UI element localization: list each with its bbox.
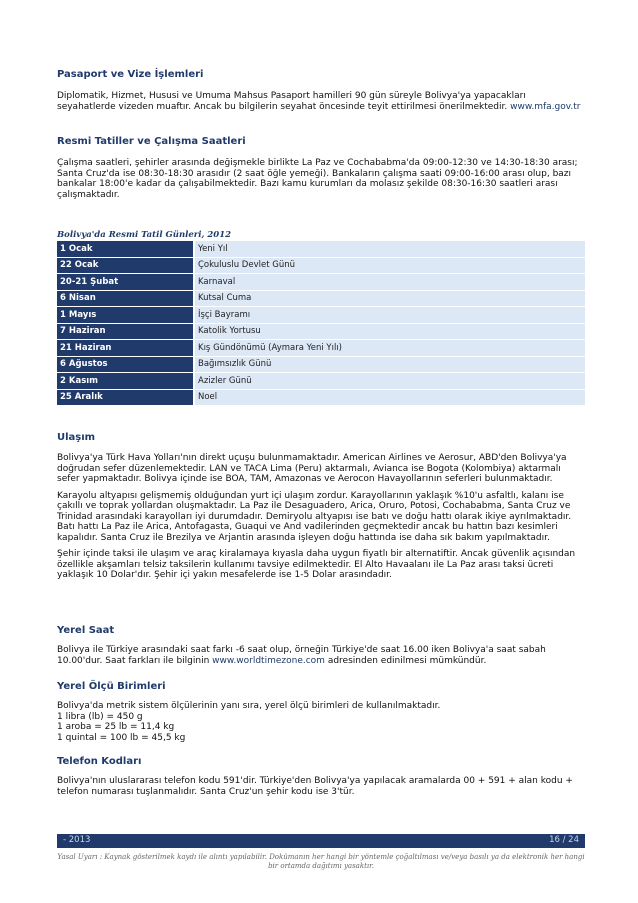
section-paragraph xyxy=(57,645,585,666)
section-heading: Yerel Saat xyxy=(57,625,115,636)
section-holidays-hours xyxy=(57,136,585,200)
table-row xyxy=(57,340,585,357)
table-row xyxy=(57,323,585,340)
section-paragraph: Karayolu altyapısı gelişmemiş olduğundan yurt içi ulaşım zordur. Karayollarının yaklaşık %10'u asfaltlı, kalanı ise çakıllı ve toprak yollardan oluşmaktadır. La Paz ile Desaguadero, Arica, Oruro, Potosi, Cochababma, Santa Cruz ve Trinidad arasındaki karayolları iyi durumdadır. Demiryolu altyapısı ise batı ve doğu hattı olarak ikiye ayrılmaktadır. Batı hattı La Paz ile Arica, Antofagasta, Guaqui ve And vadilerinden geçmektedir ancak bu hattın bazı kesimleri kapalıdır. Santa Cruz ile Brezilya ve Arjantin arasında işleyen doğu hattında ise daha sık bakım yapılmaktadır. xyxy=(57,490,572,543)
footer-bar xyxy=(57,834,585,848)
holiday-date: 20-21 Şubat xyxy=(57,274,194,291)
footer-year: - 2013 xyxy=(63,835,91,845)
mfa-link[interactable]: www.mfa.gov.tr xyxy=(510,101,581,112)
table-row xyxy=(57,274,585,291)
holiday-name: Azizler Günü xyxy=(194,373,585,390)
table-row xyxy=(57,373,585,390)
table-row xyxy=(57,356,585,373)
section-paragraph: Bolivya'nın uluslararası telefon kodu 591'dir. Türkiye'den Bolivya'ya yapılacak aramalarda 00 + 591 + alan kodu + telefon numarası tuşlanmalıdır. Santa Cruz'un şehir kodu ise 3'tür. xyxy=(57,776,573,797)
worldtimezone-link[interactable]: www.worldtimezone.com xyxy=(212,655,325,666)
section-heading: Telefon Kodları xyxy=(57,756,142,767)
section-paragraph xyxy=(57,91,585,112)
holiday-date: 22 Ocak xyxy=(57,257,194,274)
table-row xyxy=(57,241,585,257)
holiday-table xyxy=(57,241,585,406)
section-heading: Yerel Ölçü Birimleri xyxy=(57,681,166,692)
passport-text: Diplomatik, Hizmet, Hususi ve Umuma Mahsus Pasaport hamilleri 90 gün süreyle Bolivya'ya yapacakları seyahatlerde vizeden muaftır. Ancak bu bilgilerin seyahat öncesinde teyit ettirilmesi önerilmektedir. xyxy=(57,91,526,112)
holiday-name: Katolik Yortusu xyxy=(194,323,585,340)
local-time-text-end: adresinden edinilmesi mümkündür. xyxy=(324,655,487,666)
units-line: 1 quintal = 100 lb = 45,5 kg xyxy=(57,732,186,743)
table-row xyxy=(57,257,585,274)
table-caption: Bolivya'da Resmi Tatil Günleri, 2012 xyxy=(57,230,232,240)
section-heading: Ulaşım xyxy=(57,432,96,443)
section-passport xyxy=(57,69,585,112)
holiday-name: Yeni Yıl xyxy=(194,241,585,257)
holiday-date: 21 Haziran xyxy=(57,340,194,357)
holiday-date: 6 Ağustos xyxy=(57,356,194,373)
holiday-date: 1 Ocak xyxy=(57,241,194,257)
holiday-name: Kutsal Cuma xyxy=(194,290,585,307)
section-local-time xyxy=(57,625,585,666)
section-heading: Pasaport ve Vize İşlemleri xyxy=(57,69,204,80)
section-units xyxy=(57,681,585,743)
holiday-name: Karnaval xyxy=(194,274,585,291)
table-row xyxy=(57,290,585,307)
units-line: 1 libra (lb) = 450 g xyxy=(57,711,143,722)
holiday-date: 2 Kasım xyxy=(57,373,194,390)
section-phone xyxy=(57,756,585,797)
holiday-name: Kış Gündönümü (Aymara Yeni Yılı) xyxy=(194,340,585,357)
units-line: Bolivya'da metrik sistem ölçülerinin yanı sıra, yerel ölçü birimleri de kullanılmaktadır. xyxy=(57,701,441,711)
units-line: 1 aroba = 25 lb = 11,4 kg xyxy=(57,722,175,732)
section-paragraph: Şehir içinde taksi ile ulaşım ve araç kiralamaya kıyasla daha uygun fiyatlı bir alternatiftir. Ancak güvenlik açısından özellikle akşamları telsiz taksilerin kullanımı tavsiye edilmektedir. El Alto Havaalanı ile La Paz arası taksi ücreti yaklaşık 10 Dolar'dır. Şehir içi yakın mesafelerde ise 1-5 Dolar arasındadır. xyxy=(57,549,576,580)
holiday-name: İşçi Bayramı xyxy=(194,307,585,324)
holiday-table-block xyxy=(57,230,585,406)
holiday-name: Bağımsızlık Günü xyxy=(194,356,585,373)
page-number: 16 / 24 xyxy=(549,835,579,845)
table-row xyxy=(57,307,585,324)
holiday-date: 25 Aralık xyxy=(57,389,194,406)
section-paragraph: Çalışma saatleri, şehirler arasında değişmekle birlikte La Paz ve Cochababma'da 09:00-12:30 ve 14:30-18:30 arası; Santa Cruz'da ise 08:30-18:30 arasıdır (2 saat öğle yemeği). Bankaların çalışma saati 09:00-16:00 arası olup, bazı bankalar 18:00'e kadar da çalışabilmektedir. Bazı kamu kurumları da molasız şekilde 08:30-16:30 saatleri arası çalışmaktadır. xyxy=(57,158,578,200)
holiday-name: Çokuluslu Devlet Günü xyxy=(194,257,585,274)
legal-disclaimer: Yasal Uyarı : Kaynak gösterilmek kaydı ile alıntı yapılabilir. Dokümanın her hangi bir yöntemle çoğaltılması ve/veya basılı ya da elektronik her hangi bir ortamda dağıtımı yasaktır. xyxy=(57,853,585,870)
holiday-date: 6 Nisan xyxy=(57,290,194,307)
holiday-date: 1 Mayıs xyxy=(57,307,194,324)
table-row xyxy=(57,389,585,406)
holiday-date: 7 Haziran xyxy=(57,323,194,340)
holiday-name: Noel xyxy=(194,389,585,406)
section-heading: Resmi Tatiller ve Çalışma Saatleri xyxy=(57,136,246,147)
local-time-text: Bolivya ile Türkiye arasındaki saat farkı -6 saat olup, örneğin Türkiye'de saat 16.00 iken Bolivya'a saat sabah 10.00'dur. Saat farkları ile bilginin xyxy=(57,645,546,666)
section-transport xyxy=(57,432,585,581)
section-paragraph: Bolivya'ya Türk Hava Yolları'nın direkt uçuşu bulunmamaktadır. American Airlines ve Aerosur, ABD'den Bolivya'ya doğrudan sefer düzenlemektedir. LAN ve TACA Lima (Peru) aktarmalı, Avianca ise Bogota (Kolombiya) aktarmalı sefer yapmaktadır. Bolivya içinde ise BOA, TAM, Amazonas ve Aerocon Havayollarının seferleri bulunmaktadır. xyxy=(57,453,567,484)
